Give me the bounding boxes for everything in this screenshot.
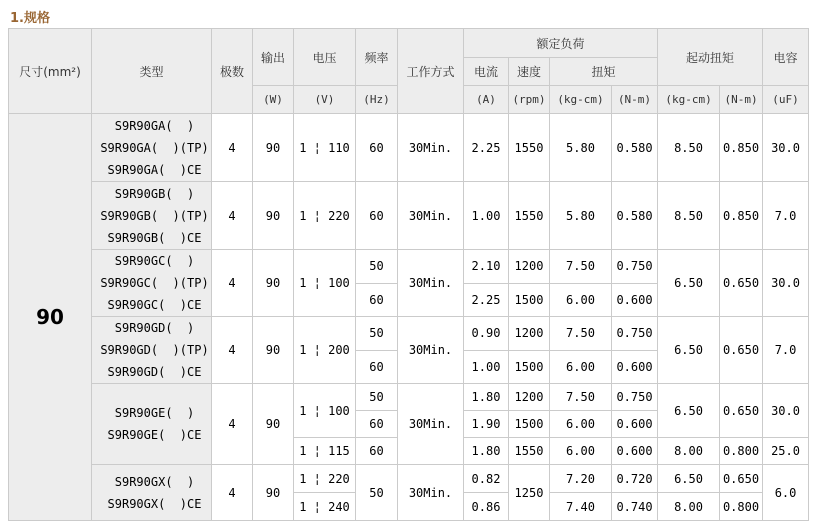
header-speed-unit: (rpm) bbox=[509, 86, 550, 114]
value-cell: 0.740 bbox=[612, 493, 658, 521]
value-cell: 1550 bbox=[509, 182, 550, 250]
value-cell: 1.80 bbox=[464, 384, 509, 411]
value-cell: 60 bbox=[356, 283, 398, 317]
value-cell: 5.80 bbox=[550, 114, 612, 182]
value-cell: 50 bbox=[356, 465, 398, 521]
value-cell: 0.600 bbox=[612, 411, 658, 438]
value-cell: 90 bbox=[253, 250, 294, 317]
value-cell: 60 bbox=[356, 438, 398, 465]
value-cell: 0.650 bbox=[720, 465, 763, 493]
value-cell: 4 bbox=[212, 465, 253, 521]
value-cell: 1250 bbox=[509, 465, 550, 521]
header-type: 类型 bbox=[92, 29, 212, 114]
value-cell: 0.750 bbox=[612, 317, 658, 351]
value-cell: 1.00 bbox=[464, 182, 509, 250]
value-cell: 1 ¦ 110 bbox=[294, 114, 356, 182]
header-start-torque-unit-kgcm: (kg-cm) bbox=[658, 86, 720, 114]
value-cell: 1.00 bbox=[464, 350, 509, 384]
table-row bbox=[9, 250, 809, 284]
value-cell: 0.850 bbox=[720, 182, 763, 250]
value-cell: 6.50 bbox=[658, 317, 720, 384]
value-cell: 30.0 bbox=[763, 250, 809, 317]
work-mode-cell: 30Min. bbox=[398, 114, 464, 182]
value-cell: 7.0 bbox=[763, 317, 809, 384]
value-cell: 50 bbox=[356, 317, 398, 351]
value-cell: 60 bbox=[356, 114, 398, 182]
value-cell: 50 bbox=[356, 250, 398, 284]
value-cell: 0.720 bbox=[612, 465, 658, 493]
value-cell: 0.90 bbox=[464, 317, 509, 351]
value-cell: 4 bbox=[212, 114, 253, 182]
header-work-mode: 工作方式 bbox=[398, 29, 464, 114]
table-row bbox=[9, 465, 809, 493]
value-cell: 6.50 bbox=[658, 384, 720, 438]
value-cell: 1550 bbox=[509, 438, 550, 465]
header-torque-unit-kgcm: (kg-cm) bbox=[550, 86, 612, 114]
value-cell: 4 bbox=[212, 182, 253, 250]
spec-table bbox=[8, 28, 809, 521]
value-cell: 7.20 bbox=[550, 465, 612, 493]
header-frequency: 频率 bbox=[356, 29, 398, 86]
spec-table-body bbox=[9, 114, 809, 521]
value-cell: 0.82 bbox=[464, 465, 509, 493]
value-cell: 0.600 bbox=[612, 438, 658, 465]
value-cell: 1 ¦ 100 bbox=[294, 384, 356, 438]
value-cell: 6.50 bbox=[658, 250, 720, 317]
type-cell: S9R90GA( ) S9R90GA( )(TP) S9R90GA( )CE bbox=[92, 114, 212, 182]
value-cell: 1 ¦ 115 bbox=[294, 438, 356, 465]
value-cell: 90 bbox=[253, 465, 294, 521]
value-cell: 0.580 bbox=[612, 182, 658, 250]
value-cell: 1.90 bbox=[464, 411, 509, 438]
value-cell: 8.50 bbox=[658, 114, 720, 182]
work-mode-cell: 30Min. bbox=[398, 384, 464, 465]
header-start-torque-unit-nm: (N-m) bbox=[720, 86, 763, 114]
value-cell: 0.580 bbox=[612, 114, 658, 182]
value-cell: 1 ¦ 100 bbox=[294, 250, 356, 317]
value-cell: 1200 bbox=[509, 250, 550, 284]
value-cell: 1550 bbox=[509, 114, 550, 182]
value-cell: 1 ¦ 200 bbox=[294, 317, 356, 384]
header-size: 尺寸(mm²) bbox=[9, 29, 92, 114]
spec-table-header bbox=[9, 29, 809, 114]
value-cell: 1200 bbox=[509, 384, 550, 411]
value-cell: 0.800 bbox=[720, 493, 763, 521]
value-cell: 5.80 bbox=[550, 182, 612, 250]
value-cell: 0.800 bbox=[720, 438, 763, 465]
value-cell: 0.650 bbox=[720, 250, 763, 317]
value-cell: 1500 bbox=[509, 283, 550, 317]
type-cell: S9R90GE( ) S9R90GE( )CE bbox=[92, 384, 212, 465]
type-cell: S9R90GD( ) S9R90GD( )(TP) S9R90GD( )CE bbox=[92, 317, 212, 384]
value-cell: 30.0 bbox=[763, 384, 809, 438]
work-mode-cell: 30Min. bbox=[398, 250, 464, 317]
header-voltage-unit: (V) bbox=[294, 86, 356, 114]
header-poles: 极数 bbox=[212, 29, 253, 114]
value-cell: 7.40 bbox=[550, 493, 612, 521]
table-row bbox=[9, 182, 809, 250]
value-cell: 7.0 bbox=[763, 182, 809, 250]
value-cell: 8.00 bbox=[658, 438, 720, 465]
value-cell: 2.25 bbox=[464, 114, 509, 182]
value-cell: 30.0 bbox=[763, 114, 809, 182]
header-output: 输出 bbox=[253, 29, 294, 86]
value-cell: 6.00 bbox=[550, 438, 612, 465]
value-cell: 1 ¦ 220 bbox=[294, 465, 356, 493]
value-cell: 8.50 bbox=[658, 182, 720, 250]
header-current: 电流 bbox=[464, 58, 509, 86]
value-cell: 25.0 bbox=[763, 438, 809, 465]
value-cell: 7.50 bbox=[550, 384, 612, 411]
type-cell: S9R90GB( ) S9R90GB( )(TP) S9R90GB( )CE bbox=[92, 182, 212, 250]
value-cell: 90 bbox=[253, 114, 294, 182]
value-cell: 1500 bbox=[509, 350, 550, 384]
table-row bbox=[9, 114, 809, 182]
value-cell: 90 bbox=[253, 384, 294, 465]
value-cell: 2.10 bbox=[464, 250, 509, 284]
value-cell: 0.600 bbox=[612, 350, 658, 384]
type-cell: S9R90GX( ) S9R90GX( )CE bbox=[92, 465, 212, 521]
table-row bbox=[9, 384, 809, 411]
value-cell: 0.650 bbox=[720, 317, 763, 384]
header-output-unit: (W) bbox=[253, 86, 294, 114]
value-cell: 4 bbox=[212, 317, 253, 384]
header-rated-load: 额定负荷 bbox=[464, 29, 658, 58]
value-cell: 8.00 bbox=[658, 493, 720, 521]
value-cell: 6.0 bbox=[763, 465, 809, 521]
value-cell: 0.850 bbox=[720, 114, 763, 182]
value-cell: 1.80 bbox=[464, 438, 509, 465]
value-cell: 7.50 bbox=[550, 317, 612, 351]
value-cell: 1 ¦ 220 bbox=[294, 182, 356, 250]
value-cell: 6.00 bbox=[550, 283, 612, 317]
value-cell: 60 bbox=[356, 411, 398, 438]
value-cell: 1200 bbox=[509, 317, 550, 351]
value-cell: 6.00 bbox=[550, 350, 612, 384]
header-capacitance-unit: (uF) bbox=[763, 86, 809, 114]
value-cell: 0.86 bbox=[464, 493, 509, 521]
header-start-torque: 起动扭矩 bbox=[658, 29, 763, 86]
page-title: 1.规格 bbox=[10, 11, 50, 26]
value-cell: 2.25 bbox=[464, 283, 509, 317]
header-torque-unit-nm: (N-m) bbox=[612, 86, 658, 114]
value-cell: 1 ¦ 240 bbox=[294, 493, 356, 521]
value-cell: 1500 bbox=[509, 411, 550, 438]
header-frequency-unit: (Hz) bbox=[356, 86, 398, 114]
value-cell: 50 bbox=[356, 384, 398, 411]
type-cell: S9R90GC( ) S9R90GC( )(TP) S9R90GC( )CE bbox=[92, 250, 212, 317]
value-cell: 6.50 bbox=[658, 465, 720, 493]
work-mode-cell: 30Min. bbox=[398, 182, 464, 250]
value-cell: 4 bbox=[212, 384, 253, 465]
value-cell: 4 bbox=[212, 250, 253, 317]
value-cell: 90 bbox=[253, 182, 294, 250]
header-torque: 扭矩 bbox=[550, 58, 658, 86]
value-cell: 0.750 bbox=[612, 250, 658, 284]
work-mode-cell: 30Min. bbox=[398, 465, 464, 521]
value-cell: 0.650 bbox=[720, 384, 763, 438]
header-capacitance: 电容 bbox=[763, 29, 809, 86]
value-cell: 90 bbox=[253, 317, 294, 384]
header-speed: 速度 bbox=[509, 58, 550, 86]
size-cell: 90 bbox=[9, 114, 92, 521]
value-cell: 60 bbox=[356, 350, 398, 384]
work-mode-cell: 30Min. bbox=[398, 317, 464, 384]
value-cell: 60 bbox=[356, 182, 398, 250]
header-voltage: 电压 bbox=[294, 29, 356, 86]
value-cell: 0.600 bbox=[612, 283, 658, 317]
value-cell: 6.00 bbox=[550, 411, 612, 438]
header-current-unit: (A) bbox=[464, 86, 509, 114]
value-cell: 7.50 bbox=[550, 250, 612, 284]
value-cell: 0.750 bbox=[612, 384, 658, 411]
table-row bbox=[9, 317, 809, 351]
